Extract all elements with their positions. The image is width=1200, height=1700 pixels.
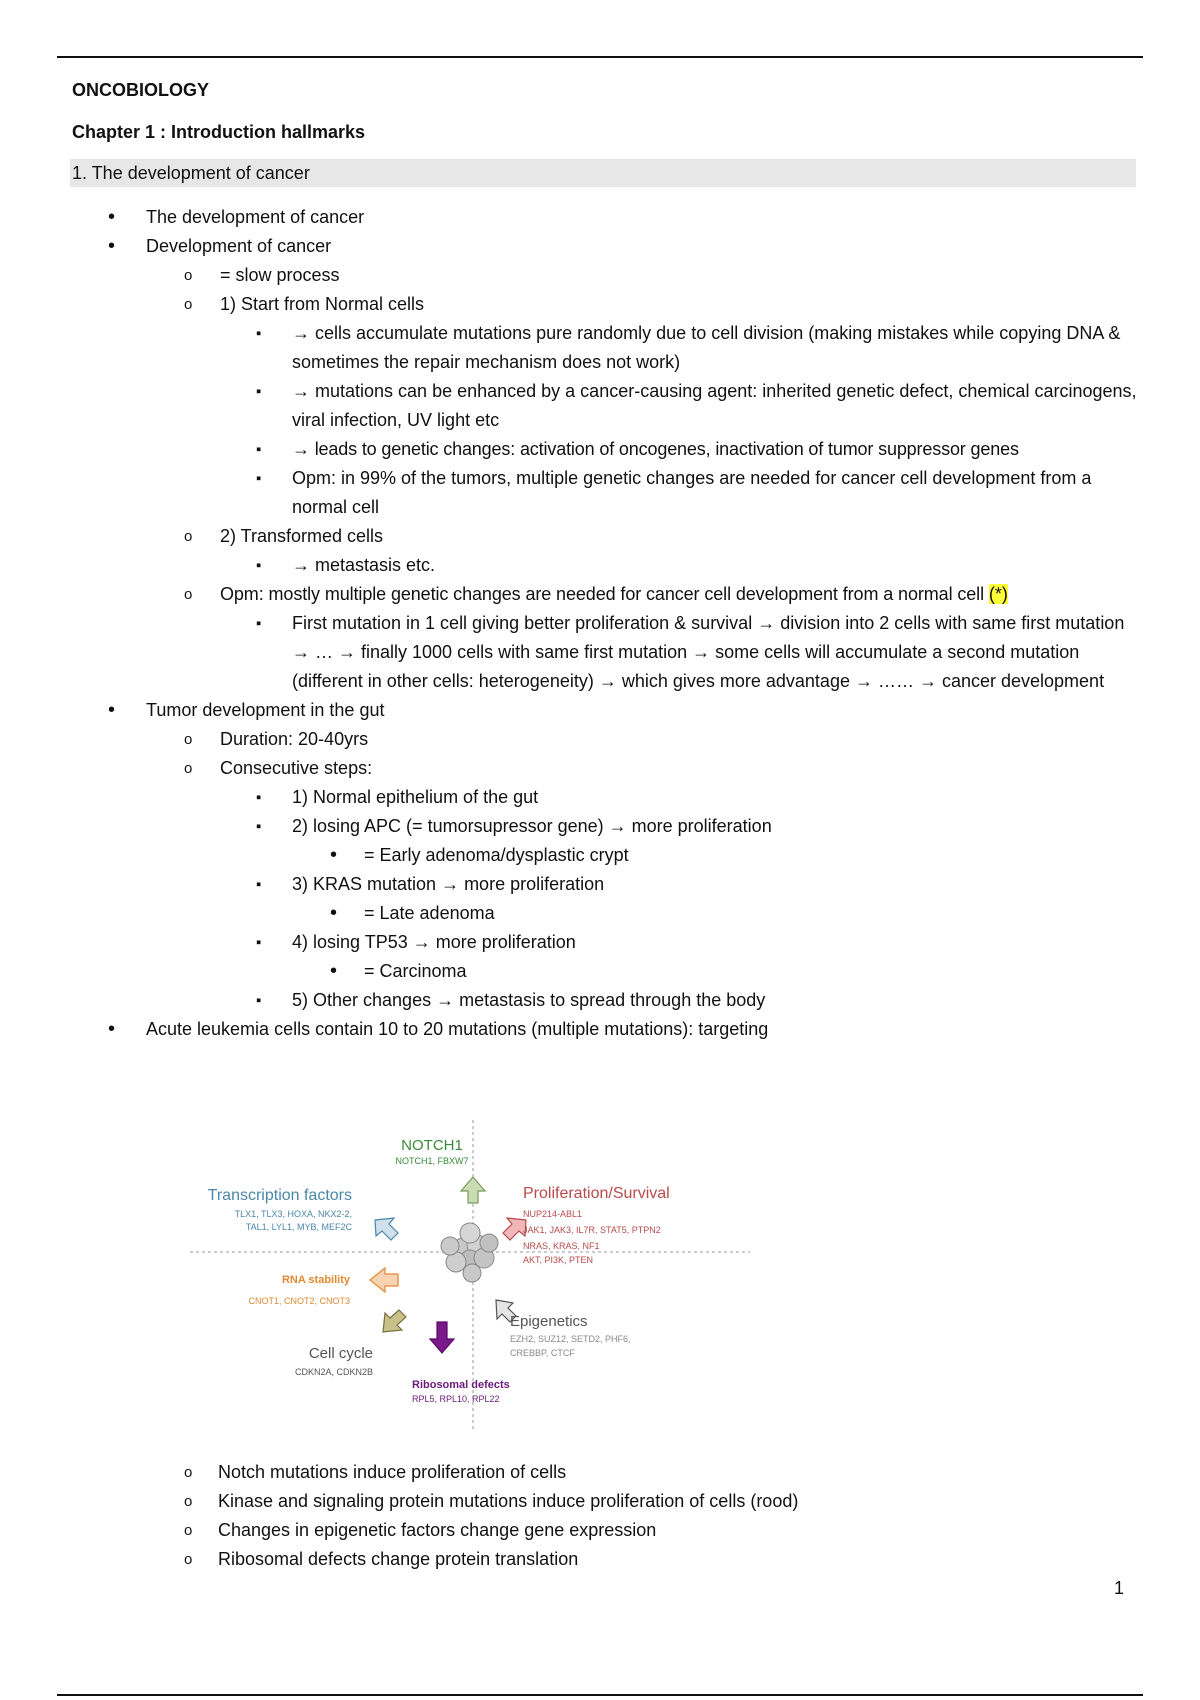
list-item: ▪ → metastasis etc. [220, 551, 1142, 580]
list-item: • The development of cancer [72, 203, 1142, 232]
figure-notes-list [72, 1458, 1142, 1574]
figure-svg [180, 1100, 760, 1440]
main-bullet-list [72, 203, 1142, 1044]
list-item [72, 696, 1142, 1015]
arrow-up-icon [461, 1177, 485, 1203]
tf-title: Transcription factors [207, 1187, 352, 1204]
leukemia-mutations-figure [180, 1100, 760, 1440]
sub-list [72, 725, 1142, 1015]
ribosomal-title: Ribosomal defects [412, 1379, 510, 1391]
tf-genes-line1: TLX1, TLX3, HOXA, NKX2-2, [234, 1209, 352, 1219]
list-item-text: Tumor development in the gut [146, 700, 385, 720]
arrow-up-left-icon [375, 1218, 398, 1240]
list-item-text: 4) losing TP53 → more proliferation [292, 932, 576, 952]
cell-cycle-genes: CDKN2A, CDKN2B [294, 1367, 373, 1377]
list-item: • = Late adenoma [292, 899, 1142, 928]
section-heading: 1. The development of cancer [70, 159, 1136, 187]
list-item [146, 580, 1142, 696]
list-item: ▪ First mutation in 1 cell giving better proliferation & survival → division into 2 cells with same first mutation → … → finally 1000 cells with same first mutation → some cells will accumulate a second mutation (different in other cells: heterogeneity) → which gives more advantage → …… → cancer development [220, 609, 1142, 696]
list-item: ▪ 1) Normal epithelium of the gut [220, 783, 1142, 812]
epi-genes-line2: CREBBP, CTCF [510, 1348, 575, 1358]
list-item-text: Opm: mostly multiple genetic changes are needed for cancer cell development from a normal cell [220, 584, 989, 604]
prolif-genes-line1: NUP214-ABL1 [523, 1209, 583, 1219]
list-item: ▪ → mutations can be enhanced by a cancer-causing agent: inherited genetic defect, chemical carcinogens, viral infection, UV light etc [220, 377, 1142, 435]
list-item-text: 3) KRAS mutation → more proliferation [292, 874, 605, 894]
epi-genes-line1: EZH2, SUZ12, SETD2, PHF6, [510, 1334, 631, 1344]
sub-sub-list [146, 551, 1142, 580]
sub-list [72, 261, 1142, 696]
cell-cluster-icon [441, 1223, 498, 1282]
list-item-text: 2) Transformed cells [220, 526, 384, 546]
list-item [72, 232, 1142, 696]
arrow-down-icon [430, 1322, 454, 1353]
sub-sub-list [146, 319, 1142, 522]
prolif-genes-line3: NRAS, KRAS, NF1 [523, 1241, 600, 1251]
bottom-rule [57, 1694, 1143, 1696]
notch-genes: NOTCH1, FBXW7 [395, 1156, 469, 1166]
note-list [220, 841, 1142, 870]
list-item: o Kinase and signaling protein mutations induce proliferation of cells (rood) [72, 1487, 1142, 1516]
figure-notes [72, 1458, 1142, 1574]
document-title: ONCOBIOLOGY [72, 80, 210, 100]
list-item: • Acute leukemia cells contain 10 to 20 mutations (multiple mutations): targeting [72, 1015, 1142, 1044]
note-list [220, 957, 1142, 986]
list-item: • = Carcinoma [292, 957, 1142, 986]
list-item-text: Consecutive steps: [220, 758, 373, 778]
list-item: o Notch mutations induce proliferation of cells [72, 1458, 1142, 1487]
list-item-text: 2) losing APC (= tumorsupressor gene) → more proliferation [292, 816, 772, 836]
list-item: ▪ Opm: in 99% of the tumors, multiple genetic changes are needed for cancer cell development from a normal cell [220, 464, 1142, 522]
notch-title: NOTCH1 [401, 1137, 463, 1154]
list-item [220, 812, 1142, 870]
list-item [146, 290, 1142, 522]
note-list [220, 899, 1142, 928]
list-item-text: 1) Start from Normal cells [220, 294, 425, 314]
list-item [146, 522, 1142, 580]
list-item: ▪ → leads to genetic changes: activation of oncogenes, inactivation of tumor suppressor genes [220, 435, 1142, 464]
chapter-title: Chapter 1 : Introduction hallmarks [72, 122, 366, 142]
list-item [146, 754, 1142, 1015]
list-item: o Duration: 20-40yrs [146, 725, 1142, 754]
cell-cycle-title: Cell cycle [308, 1345, 373, 1362]
list-item: ▪ → cells accumulate mutations pure randomly due to cell division (making mistakes while copying DNA & sometimes the repair mechanism does not work) [220, 319, 1142, 377]
list-item-text: Development of cancer [146, 236, 332, 256]
list-item: o Ribosomal defects change protein translation [72, 1545, 1142, 1574]
highlight-mark: (*) [988, 584, 1008, 604]
rna-title: RNA stability [281, 1274, 350, 1286]
list-item: o = slow process [146, 261, 1142, 290]
list-item: ▪ 5) Other changes → metastasis to spread through the body [220, 986, 1142, 1015]
prolif-genes-line4: AKT, PI3K, PTEN [523, 1255, 594, 1265]
tf-genes-line2: TAL1, LYL1, MYB, MEF2C [245, 1222, 352, 1232]
sub-sub-list [146, 783, 1142, 1015]
prolif-genes-line2: JAK1, JAK3, IL7R, STAT5, PTPN2 [523, 1225, 661, 1235]
page-content [72, 72, 1142, 1044]
sub-sub-list [146, 609, 1142, 696]
arrow-down-left-icon [383, 1310, 406, 1332]
arrow-left-icon [370, 1268, 398, 1292]
list-item [220, 928, 1142, 986]
top-rule [57, 56, 1143, 58]
rna-genes: CNOT1, CNOT2, CNOT3 [248, 1296, 350, 1306]
epi-title: Epigenetics [510, 1313, 588, 1330]
list-item: • = Early adenoma/dysplastic crypt [292, 841, 1142, 870]
list-item: o Changes in epigenetic factors change gene expression [72, 1516, 1142, 1545]
list-item [220, 870, 1142, 928]
page-number: 1 [1114, 1578, 1125, 1598]
prolif-title: Proliferation/Survival [523, 1185, 670, 1202]
ribosomal-genes: RPL5, RPL10, RPL22 [412, 1394, 500, 1404]
